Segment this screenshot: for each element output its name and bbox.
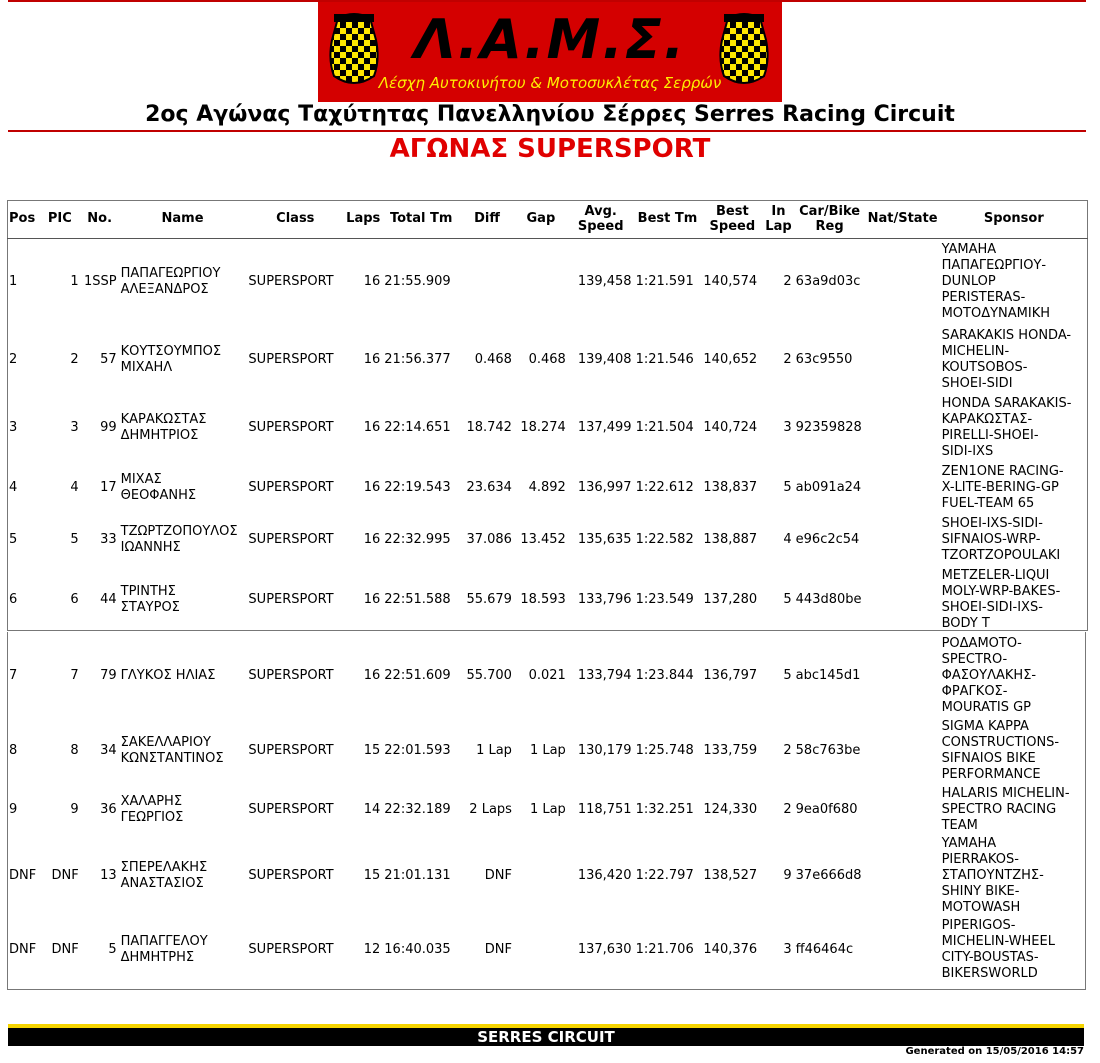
name-line: ΚΩΝΣΤΑΝΤΙΝΟΣ bbox=[120, 751, 224, 766]
cell-nat bbox=[866, 514, 940, 566]
cell-total: 21:56.377 bbox=[384, 352, 451, 367]
logo-title: Λ.Α.Μ.Σ. bbox=[413, 8, 687, 71]
sponsor-line: ΡΟΔΑΜΟΤΟ- bbox=[941, 636, 1022, 651]
sponsor-line: TEAM bbox=[941, 818, 978, 833]
sponsor-line: MOURATIS GP bbox=[941, 700, 1032, 715]
cell-reg: e96c2c54 bbox=[795, 532, 860, 547]
cell-class: SUPERSPORT bbox=[248, 274, 334, 290]
table-row bbox=[7, 394, 1088, 462]
cell-class: SUPERSPORT bbox=[248, 868, 334, 883]
cell-reg: 37e666d8 bbox=[795, 868, 862, 883]
cell-nat bbox=[866, 836, 940, 916]
cell-laps: 16 bbox=[363, 352, 381, 367]
cell-pic: DNF bbox=[51, 942, 79, 957]
cell-pos: 6 bbox=[9, 592, 18, 607]
table-row bbox=[7, 916, 1088, 984]
cell-reg: 63c9550 bbox=[795, 352, 853, 367]
sponsor-line: KOUTSOBOS- bbox=[941, 360, 1028, 375]
footer-circuit: SERRES CIRCUIT bbox=[8, 1028, 1084, 1046]
cell-class: SUPERSPORT bbox=[248, 480, 334, 495]
cell-gap: 18.593 bbox=[520, 592, 566, 607]
cell-nat bbox=[866, 784, 940, 836]
cell-nat bbox=[866, 394, 940, 462]
cell-total: 22:51.609 bbox=[384, 668, 451, 683]
cell-total: 22:32.189 bbox=[384, 802, 451, 817]
cell-best-speed: 136,797 bbox=[703, 668, 758, 683]
sponsor-line: SHOEI-SIDI-IXS- bbox=[941, 600, 1043, 615]
sponsor-line: MICHELIN- bbox=[941, 344, 1010, 359]
cell-pos: 7 bbox=[9, 668, 18, 683]
cell-sponsor bbox=[940, 836, 1088, 916]
cell-nat bbox=[866, 566, 940, 634]
cell-pos: DNF bbox=[9, 868, 37, 883]
cell-laps: 16 bbox=[363, 532, 381, 547]
col-reg-line2: Reg bbox=[815, 218, 844, 234]
cell-avg: 135,635 bbox=[577, 532, 632, 547]
cell-no: 5 bbox=[108, 942, 117, 957]
name-line: ΠΑΠΑΓΓΕΛΟΥ bbox=[120, 934, 208, 949]
cell-total: 22:32.995 bbox=[384, 532, 451, 547]
cell-class: SUPERSPORT bbox=[248, 352, 334, 367]
cell-diff: 18.742 bbox=[466, 420, 512, 435]
cell-laps: 16 bbox=[363, 592, 381, 607]
cell-reg: 58c763be bbox=[795, 743, 861, 758]
name-line: ΣΤΑΥΡΟΣ bbox=[120, 600, 180, 615]
cell-gap bbox=[514, 836, 568, 916]
name-line: ΣΑΚΕΛΛΑΡΙΟΥ bbox=[120, 735, 211, 750]
sponsor-line: X-LITE-BERING-GP bbox=[941, 480, 1059, 495]
cell-best-speed: 138,887 bbox=[703, 532, 758, 547]
cell-avg: 118,751 bbox=[577, 802, 632, 817]
cell-sponsor bbox=[940, 462, 1088, 514]
sponsor-line: MOLY-WRP-BAKES- bbox=[941, 584, 1061, 599]
cell-best-tm: 1:22.612 bbox=[635, 480, 694, 495]
cell-nat bbox=[866, 634, 940, 718]
sponsor-line: YAMAHA bbox=[941, 242, 997, 258]
sponsor-line: PIRELLI-SHOEI- bbox=[941, 428, 1039, 443]
cell-in-lap: 2 bbox=[783, 352, 792, 367]
cell-best-tm: 1:32.251 bbox=[635, 802, 694, 817]
cell-best-tm: 1:23.844 bbox=[635, 668, 694, 683]
sponsor-line: TZORTZOPOULAKI bbox=[941, 548, 1061, 563]
cell-no: 33 bbox=[100, 532, 117, 547]
cell-best-tm: 1:22.797 bbox=[635, 868, 694, 883]
col-avg-line1: Avg. bbox=[584, 203, 617, 219]
cell-gap: 1 Lap bbox=[529, 802, 566, 817]
cell-no: 1SSP bbox=[84, 274, 117, 290]
sponsor-line: ΦΑΣΟΥΛΑΚΗΣ- bbox=[941, 668, 1037, 683]
cell-pos: 4 bbox=[9, 480, 18, 495]
cell-best-speed: 133,759 bbox=[703, 743, 758, 758]
sponsor-line: BODY T bbox=[941, 616, 990, 631]
cell-name bbox=[119, 462, 247, 514]
cell-sponsor bbox=[940, 916, 1088, 984]
cell-avg: 139,458 bbox=[577, 274, 632, 290]
sponsor-line: BIKERSWORLD bbox=[941, 966, 1038, 981]
cell-sponsor bbox=[940, 718, 1088, 784]
table-row bbox=[7, 326, 1088, 394]
cell-in-lap: 3 bbox=[783, 942, 792, 957]
col-best-speed-line1: Best bbox=[716, 203, 749, 219]
cell-gap: 0.468 bbox=[528, 352, 566, 367]
cell-gap: 18.274 bbox=[520, 420, 566, 435]
cell-class: SUPERSPORT bbox=[248, 942, 334, 957]
cell-best-speed: 138,527 bbox=[703, 868, 758, 883]
cell-in-lap: 2 bbox=[783, 802, 792, 817]
sponsor-line: PERFORMANCE bbox=[941, 767, 1041, 782]
cell-avg: 137,630 bbox=[577, 942, 632, 957]
cell-name bbox=[119, 394, 247, 462]
cell-name bbox=[119, 784, 247, 836]
col-avg bbox=[568, 200, 634, 238]
cell-avg: 133,796 bbox=[577, 592, 632, 607]
name-line: ΚΑΡΑΚΩΣΤΑΣ bbox=[120, 412, 207, 427]
cell-best-speed: 138,837 bbox=[703, 480, 758, 495]
cell-reg: ab091a24 bbox=[795, 480, 862, 495]
cell-class: SUPERSPORT bbox=[248, 743, 334, 758]
cell-best-speed: 140,724 bbox=[703, 420, 758, 435]
cell-gap: 13.452 bbox=[520, 532, 566, 547]
cell-avg: 139,408 bbox=[577, 352, 632, 367]
col-no: No. bbox=[81, 200, 119, 238]
cell-laps: 12 bbox=[363, 942, 381, 957]
table-header-row bbox=[7, 200, 1088, 238]
cell-best-tm: 1:21.546 bbox=[635, 352, 694, 367]
sponsor-line: ΦΡΑΓΚΟΣ- bbox=[941, 684, 1008, 699]
table-row bbox=[7, 514, 1088, 566]
cell-gap: 1 Lap bbox=[529, 743, 566, 758]
cell-sponsor bbox=[940, 238, 1088, 326]
cell-best-tm: 1:22.582 bbox=[635, 532, 694, 547]
sponsor-line: CITY-BOUSTAS- bbox=[941, 950, 1039, 965]
cell-laps: 16 bbox=[363, 274, 381, 290]
race-title: 2ος Αγώνας Ταχύτητας Πανελληνίου Σέρρες Serres Racing Circuit bbox=[145, 102, 955, 127]
cell-best-tm: 1:21.504 bbox=[635, 420, 694, 435]
cell-reg: 63a9d03c bbox=[795, 274, 861, 290]
cell-avg: 130,179 bbox=[577, 743, 632, 758]
cell-name bbox=[119, 916, 247, 984]
cell-pos: DNF bbox=[9, 942, 37, 957]
col-class: Class bbox=[246, 200, 344, 238]
cell-in-lap: 9 bbox=[783, 868, 792, 883]
cell-diff: DNF bbox=[484, 942, 512, 957]
sponsor-line: SIFNAIOS-WRP- bbox=[941, 532, 1041, 547]
name-line: ΘΕΟΦΑΝΗΣ bbox=[120, 488, 197, 503]
cell-name bbox=[119, 566, 247, 634]
table-row bbox=[7, 238, 1088, 326]
sponsor-line: ΜΟΤΟΔΥΝΑΜΙΚΗ bbox=[941, 306, 1051, 322]
cell-gap: 4.892 bbox=[528, 480, 566, 495]
cell-diff: 2 Laps bbox=[469, 802, 512, 817]
cell-diff bbox=[460, 238, 514, 326]
cell-pos: 2 bbox=[9, 352, 18, 367]
cell-total: 22:14.651 bbox=[384, 420, 451, 435]
cell-pic: 3 bbox=[70, 420, 79, 435]
cell-best-tm: 1:23.549 bbox=[635, 592, 694, 607]
cell-gap: 0.021 bbox=[528, 668, 566, 683]
cell-no: 99 bbox=[100, 420, 117, 435]
cell-laps: 16 bbox=[363, 420, 381, 435]
cell-nat bbox=[866, 462, 940, 514]
cell-best-speed: 140,652 bbox=[703, 352, 758, 367]
cell-avg: 136,420 bbox=[577, 868, 632, 883]
sponsor-line: HONDA SARAKAKIS- bbox=[941, 396, 1072, 411]
cell-total: 21:01.131 bbox=[384, 868, 451, 883]
name-line: ΣΠΕΡΕΛΑΚΗΣ bbox=[120, 860, 208, 875]
col-diff: Diff bbox=[460, 200, 514, 238]
cell-diff: 1 Lap bbox=[476, 743, 512, 758]
sponsor-line: DUNLOP bbox=[941, 274, 996, 290]
col-name: Name bbox=[119, 200, 247, 238]
sponsor-line: SHINY BIKE- bbox=[941, 884, 1020, 899]
col-nat: Nat/State bbox=[866, 200, 940, 238]
generated-timestamp: Generated on 15/05/2016 14:57 bbox=[905, 1046, 1084, 1057]
col-best-tm: Best Tm bbox=[634, 200, 702, 238]
cell-class: SUPERSPORT bbox=[248, 592, 334, 607]
cell-pic: 5 bbox=[70, 532, 79, 547]
club-logo bbox=[318, 2, 782, 102]
race-class-title: ΑΓΩΝΑΣ SUPERSPORT bbox=[389, 134, 711, 164]
cell-diff: DNF bbox=[484, 868, 512, 883]
cell-diff: 23.634 bbox=[466, 480, 512, 495]
sponsor-line: ΚΑΡΑΚΩΣΤΑΣ- bbox=[941, 412, 1033, 427]
cell-no: 44 bbox=[100, 592, 117, 607]
col-total: Total Tm bbox=[382, 200, 460, 238]
name-line: ΠΑΠΑΓΕΩΡΓΙΟΥ bbox=[120, 266, 221, 282]
table-row bbox=[7, 566, 1088, 634]
cell-no: 79 bbox=[100, 668, 117, 683]
name-line: ΤΖΩΡΤΖΟΠΟΥΛΟΣ bbox=[120, 524, 238, 539]
title-divider bbox=[8, 130, 1086, 132]
logo-subtitle: Λέσχη Αυτοκινήτου & Μοτοσυκλέτας Σερρών bbox=[378, 74, 722, 92]
cell-in-lap: 4 bbox=[783, 532, 792, 547]
cell-gap bbox=[514, 238, 568, 326]
name-line: ΙΩΑΝΝΗΣ bbox=[120, 540, 181, 555]
cell-pic: DNF bbox=[51, 868, 79, 883]
cell-diff: 55.700 bbox=[466, 668, 512, 683]
cell-pos: 5 bbox=[9, 532, 18, 547]
name-line: ΔΗΜΗΤΡΙΟΣ bbox=[120, 428, 199, 443]
sponsor-line: ΠΑΠΑΓΕΩΡΓΙΟΥ- bbox=[941, 258, 1047, 274]
cell-diff: 37.086 bbox=[466, 532, 512, 547]
cell-total: 16:40.035 bbox=[384, 942, 451, 957]
sponsor-line: SHOEI-IXS-SIDI- bbox=[941, 516, 1043, 531]
cell-pic: 8 bbox=[70, 743, 79, 758]
name-line: ΤΡΙΝΤΗΣ bbox=[120, 584, 176, 599]
cell-reg: 9ea0f680 bbox=[795, 802, 858, 817]
cell-pic: 4 bbox=[70, 480, 79, 495]
table-row bbox=[7, 836, 1088, 916]
cell-in-lap: 5 bbox=[783, 592, 792, 607]
name-line: ΑΛΕΞΑΝΔΡΟΣ bbox=[120, 282, 209, 298]
col-sponsor: Sponsor bbox=[940, 200, 1088, 238]
cell-laps: 15 bbox=[363, 743, 381, 758]
cell-in-lap: 5 bbox=[783, 480, 792, 495]
cell-name bbox=[119, 836, 247, 916]
cell-gap bbox=[514, 916, 568, 984]
cell-nat bbox=[866, 718, 940, 784]
cell-class: SUPERSPORT bbox=[248, 532, 334, 547]
cell-class: SUPERSPORT bbox=[248, 802, 334, 817]
cell-reg: ff46464c bbox=[795, 942, 854, 957]
name-line: ΑΝΑΣΤΑΣΙΟΣ bbox=[120, 876, 204, 891]
sponsor-line: ZEN1ONE RACING- bbox=[941, 464, 1064, 479]
cell-in-lap: 5 bbox=[783, 668, 792, 683]
name-line: ΔΗΜΗΤΡΗΣ bbox=[120, 950, 195, 965]
col-pos: Pos bbox=[7, 200, 39, 238]
sponsor-line: FUEL-TEAM 65 bbox=[941, 496, 1035, 511]
cell-best-speed: 140,376 bbox=[703, 942, 758, 957]
cell-laps: 15 bbox=[363, 868, 381, 883]
cell-pos: 9 bbox=[9, 802, 18, 817]
cell-best-tm: 1:25.748 bbox=[635, 743, 694, 758]
cell-no: 36 bbox=[100, 802, 117, 817]
sponsor-line: SPECTRO- bbox=[941, 652, 1008, 667]
cell-laps: 16 bbox=[363, 668, 381, 683]
name-line: ΧΑΛΑΡΗΣ bbox=[120, 794, 183, 809]
checkered-helmet-icon bbox=[718, 10, 770, 90]
cell-total: 21:55.909 bbox=[384, 274, 451, 290]
cell-pic: 9 bbox=[70, 802, 79, 817]
cell-reg: 443d80be bbox=[795, 592, 862, 607]
cell-no: 17 bbox=[100, 480, 117, 495]
table-row bbox=[7, 634, 1088, 718]
sponsor-line: HALARIS MICHELIN- bbox=[941, 786, 1070, 801]
cell-no: 34 bbox=[100, 743, 117, 758]
cell-sponsor bbox=[940, 326, 1088, 394]
cell-best-tm: 1:21.591 bbox=[635, 274, 694, 290]
col-in-lap bbox=[763, 200, 793, 238]
cell-sponsor bbox=[940, 566, 1088, 634]
cell-in-lap: 2 bbox=[783, 743, 792, 758]
cell-pos: 3 bbox=[9, 420, 18, 435]
cell-name bbox=[119, 634, 247, 718]
cell-name bbox=[119, 326, 247, 394]
results-table bbox=[7, 200, 1088, 984]
cell-avg: 137,499 bbox=[577, 420, 632, 435]
table-row bbox=[7, 718, 1088, 784]
sponsor-line: PIERRAKOS- bbox=[941, 852, 1019, 867]
cell-class: SUPERSPORT bbox=[248, 420, 334, 435]
name-line: ΚΟΥΤΣΟΥΜΠΟΣ bbox=[120, 344, 222, 359]
col-best-speed bbox=[701, 200, 763, 238]
sponsor-line: PERISTERAS- bbox=[941, 290, 1026, 306]
cell-pic: 7 bbox=[70, 668, 79, 683]
cell-total: 22:01.593 bbox=[384, 743, 451, 758]
col-gap: Gap bbox=[514, 200, 568, 238]
cell-diff: 0.468 bbox=[474, 352, 512, 367]
cell-name bbox=[119, 238, 247, 326]
col-best-speed-line2: Speed bbox=[709, 218, 756, 234]
cell-sponsor bbox=[940, 784, 1088, 836]
cell-best-speed: 140,574 bbox=[703, 274, 758, 290]
sponsor-line: PIPERIGOS- bbox=[941, 918, 1016, 933]
cell-name bbox=[119, 718, 247, 784]
col-pic: PIC bbox=[39, 200, 81, 238]
sponsor-line: SPECTRO RACING bbox=[941, 802, 1057, 817]
sponsor-line: SIFNAIOS BIKE bbox=[941, 751, 1036, 766]
cell-best-speed: 137,280 bbox=[703, 592, 758, 607]
cell-sponsor bbox=[940, 394, 1088, 462]
table-row bbox=[7, 784, 1088, 836]
sponsor-line: YAMAHA bbox=[941, 836, 997, 851]
sponsor-line: MOTOWASH bbox=[941, 900, 1021, 915]
col-laps: Laps bbox=[344, 200, 382, 238]
sponsor-line: SARAKAKIS HONDA- bbox=[941, 328, 1072, 343]
col-avg-line2: Speed bbox=[577, 218, 624, 234]
cell-in-lap: 3 bbox=[783, 420, 792, 435]
cell-nat bbox=[866, 326, 940, 394]
sponsor-line: METZELER-LIQUI bbox=[941, 568, 1050, 583]
cell-laps: 14 bbox=[363, 802, 381, 817]
cell-in-lap: 2 bbox=[783, 274, 792, 290]
cell-diff: 55.679 bbox=[466, 592, 512, 607]
cell-nat bbox=[866, 238, 940, 326]
col-in-lap-line2: Lap bbox=[765, 218, 792, 234]
cell-class: SUPERSPORT bbox=[248, 668, 334, 683]
sponsor-line: CONSTRUCTIONS- bbox=[941, 735, 1060, 750]
name-line: ΜΙΧΑΗΛ bbox=[120, 360, 173, 375]
cell-reg: 92359828 bbox=[795, 420, 862, 435]
sponsor-line: ΣΤΑΠΟΥΝΤΖΗΣ- bbox=[941, 868, 1044, 883]
cell-best-speed: 124,330 bbox=[703, 802, 758, 817]
sponsor-line: SIGMA KAPPA bbox=[941, 719, 1029, 734]
cell-avg: 136,997 bbox=[577, 480, 632, 495]
cell-nat bbox=[866, 916, 940, 984]
cell-sponsor bbox=[940, 634, 1088, 718]
cell-avg: 133,794 bbox=[577, 668, 632, 683]
sponsor-line: SIDI-IXS bbox=[941, 444, 994, 459]
cell-sponsor bbox=[940, 514, 1088, 566]
cell-no: 57 bbox=[100, 352, 117, 367]
cell-pic: 2 bbox=[70, 352, 79, 367]
cell-pic: 6 bbox=[70, 592, 79, 607]
name-line: ΓΕΩΡΓΙΟΣ bbox=[120, 810, 184, 825]
cell-pos: 1 bbox=[9, 274, 18, 290]
cell-pos: 8 bbox=[9, 743, 18, 758]
cell-pic: 1 bbox=[70, 274, 79, 290]
cell-name bbox=[119, 514, 247, 566]
name-line: ΜΙΧΑΣ bbox=[120, 472, 162, 487]
cell-reg: abc145d1 bbox=[795, 668, 861, 683]
cell-best-tm: 1:21.706 bbox=[635, 942, 694, 957]
table-row bbox=[7, 462, 1088, 514]
col-in-lap-line1: In bbox=[771, 203, 786, 219]
name-line: ΓΛΥΚΟΣ ΗΛΙΑΣ bbox=[120, 668, 216, 683]
cell-total: 22:19.543 bbox=[384, 480, 451, 495]
cell-laps: 16 bbox=[363, 480, 381, 495]
col-reg-line1: Car/Bike bbox=[799, 203, 861, 219]
cell-total: 22:51.588 bbox=[384, 592, 451, 607]
sponsor-line: SHOEI-SIDI bbox=[941, 376, 1013, 391]
cell-no: 13 bbox=[100, 868, 117, 883]
col-reg bbox=[794, 200, 866, 238]
sponsor-line: MICHELIN-WHEEL bbox=[941, 934, 1055, 949]
